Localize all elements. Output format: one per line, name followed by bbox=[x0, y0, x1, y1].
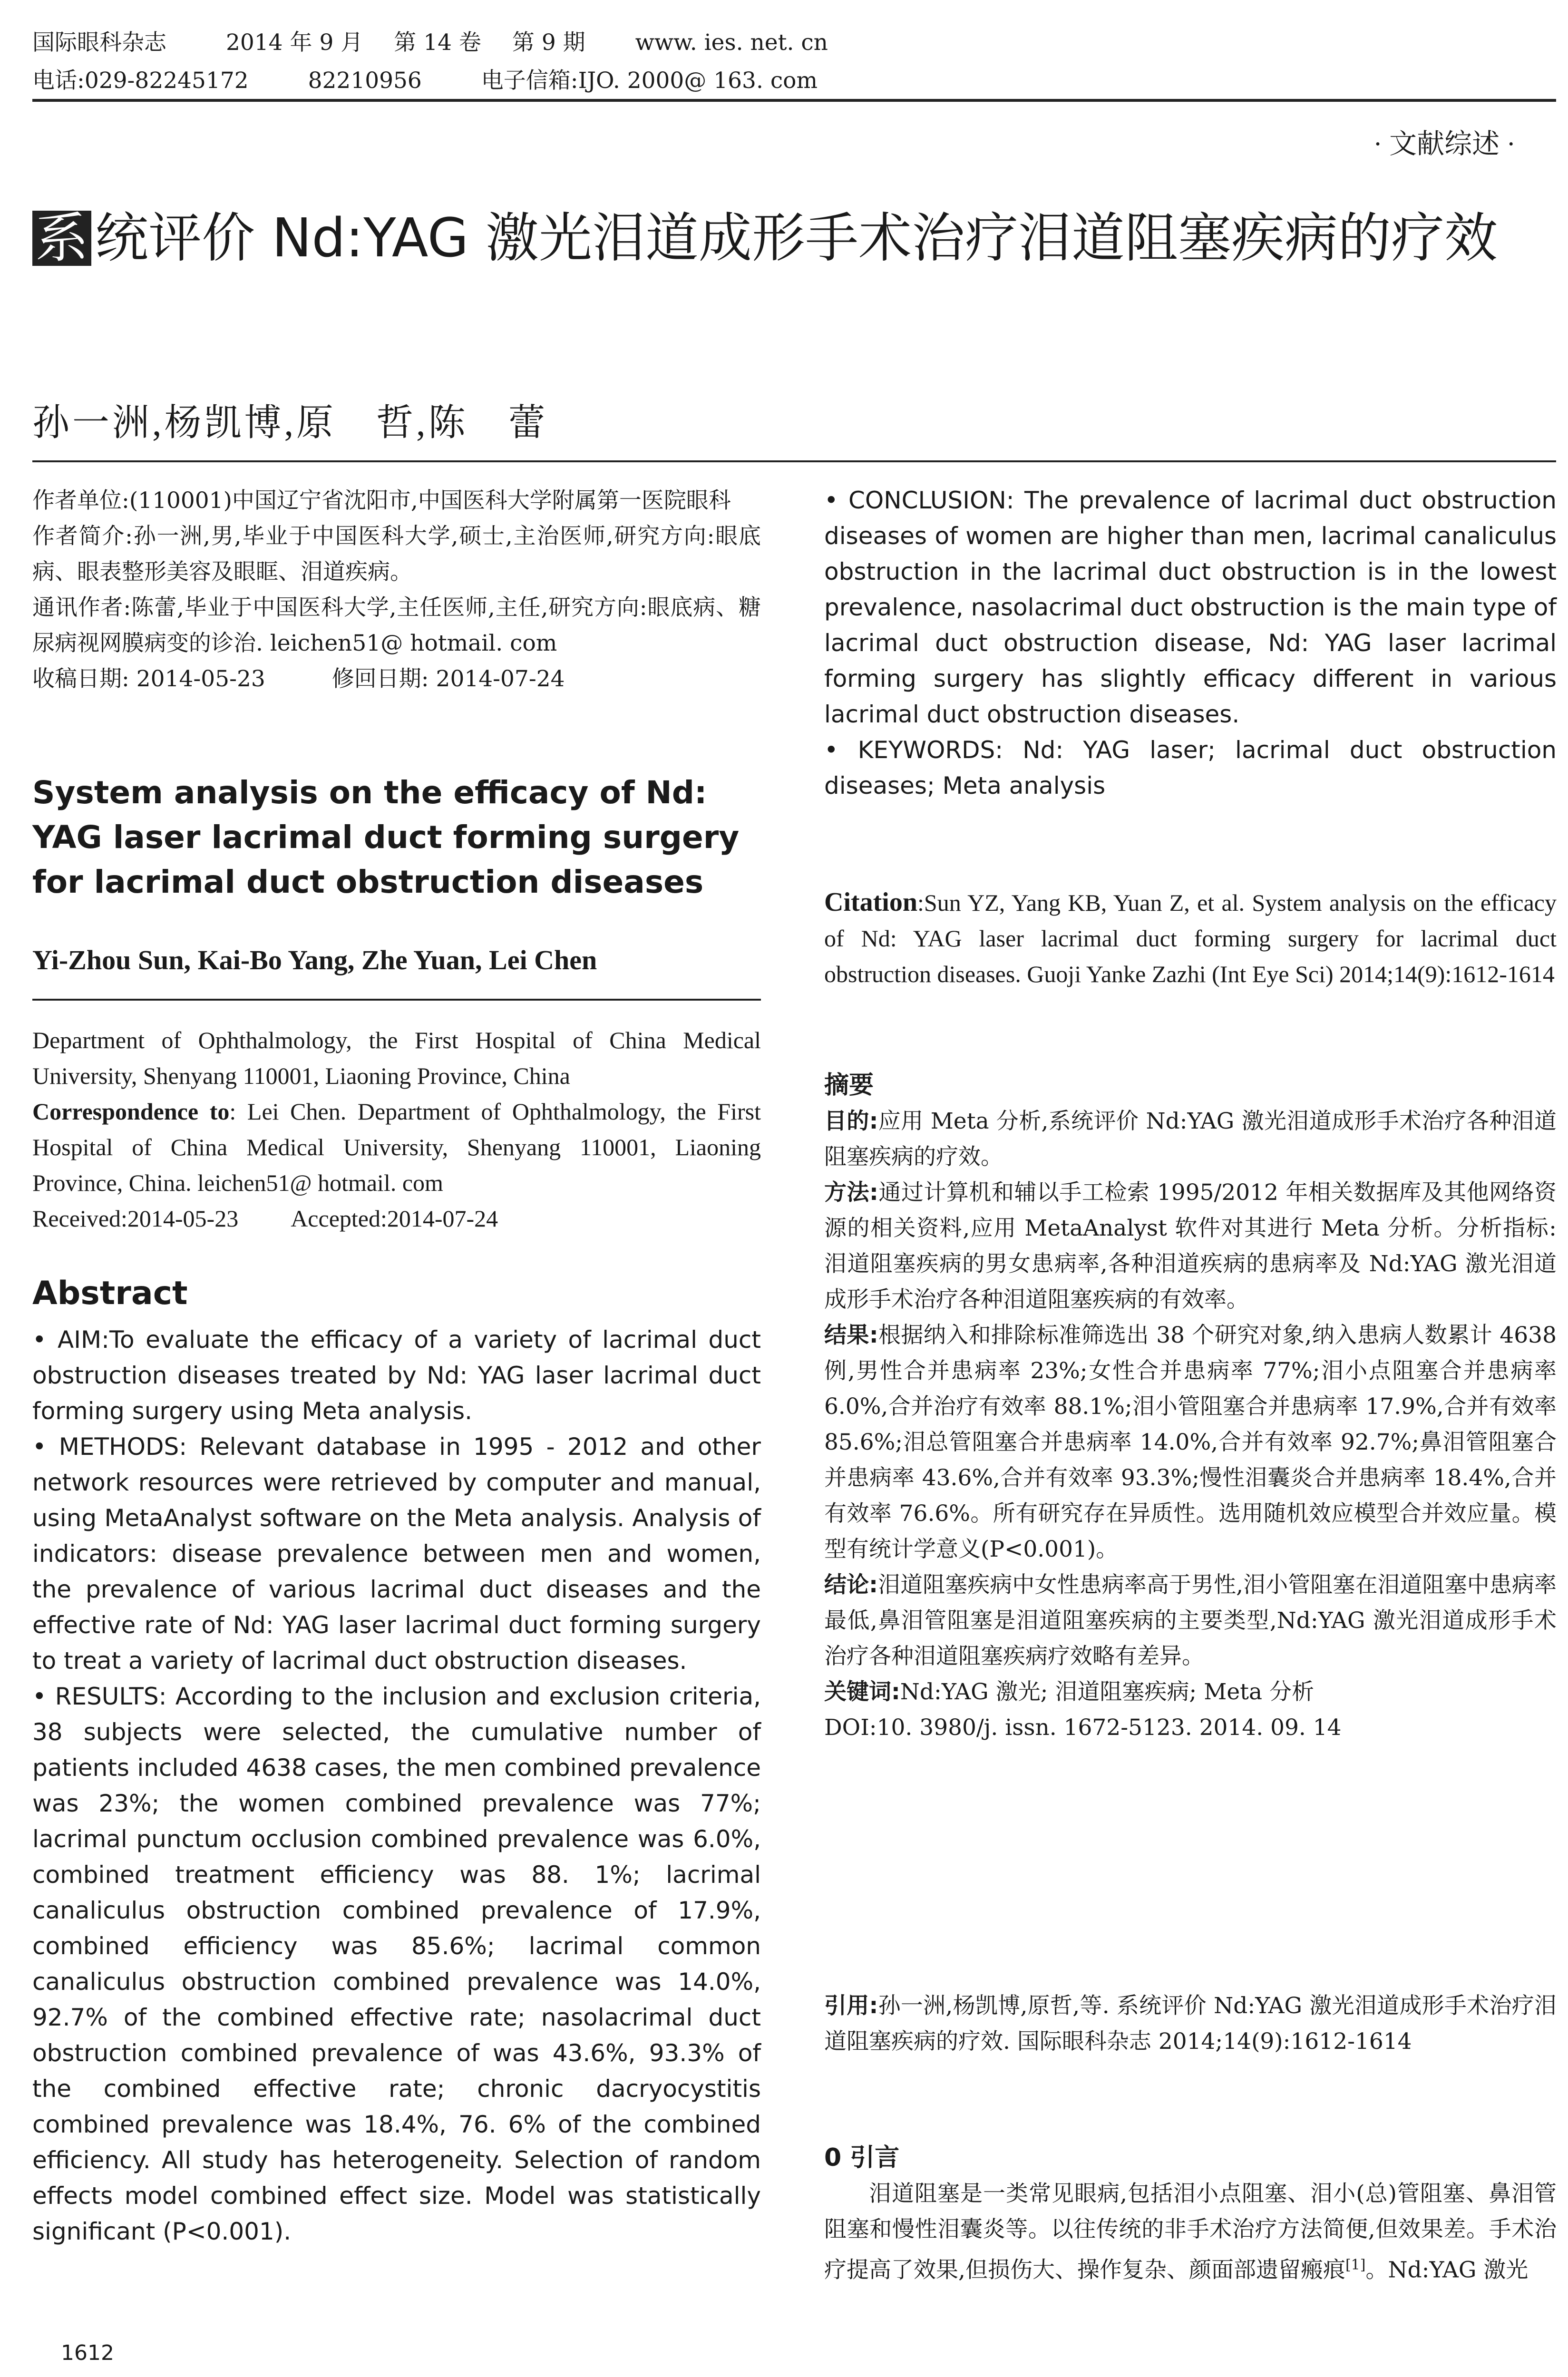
received-date: Received:2014-05-23 bbox=[32, 1205, 239, 1232]
abstract-keywords: • KEYWORDS: Nd: YAG laser; lacrimal duct obstruction diseases; Meta analysis bbox=[824, 736, 1557, 799]
citation-block bbox=[824, 885, 1557, 992]
article-title bbox=[32, 205, 1545, 272]
abstract-methods: • METHODS: Relevant database in 1995 - 2012 and other network resources were retrieved by computer and manual, using MetaAnalyst software on the Meta analysis. Analysis of indicators: disease prevalence between men and women, the prevalence of various lacrimal duct diseases and the effective rate of Nd: YAG laser lacrimal duct forming surgery to treat a variety of lacrimal duct obstruction diseases. bbox=[32, 1433, 761, 1675]
title-rule bbox=[32, 460, 1556, 462]
correspondence bbox=[32, 1094, 761, 1201]
correspondence-label: Correspondence to bbox=[32, 1098, 230, 1125]
abstract-aim: • AIM:To evaluate the efficacy of a variety of lacrimal duct obstruction diseases treated by Nd: YAG laser lacrimal duct forming surgery using Meta analysis. bbox=[32, 1326, 761, 1425]
abstract-cn-heading: 摘要 bbox=[824, 1071, 874, 1100]
keywords-cn: Nd:YAG 激光; 泪道阻塞疾病; Meta 分析 bbox=[900, 1679, 1314, 1705]
citation-text: :Sun YZ, Yang KB, Yuan Z, et al. System analysis on the efficacy of Nd: YAG laser lacrimal duct forming surgery for lacrimal duct obstruction diseases. Guoji Yanke Zazhi (Int Eye Sci) 2014;14(9):1612-1614 bbox=[824, 889, 1557, 987]
english-affiliation-block bbox=[32, 1023, 761, 1237]
title-text: 统评价 Nd:YAG 激光泪道成形手术治疗泪道阻塞疾病的疗效 bbox=[95, 207, 1498, 269]
results-cn-label: 结果: bbox=[824, 1322, 878, 1348]
issue-date: 2014 年 9 月 bbox=[225, 29, 363, 56]
title-drop-char: 系 bbox=[32, 211, 91, 266]
phone2: 82210956 bbox=[308, 68, 422, 94]
journal-name: 国际眼科杂志 bbox=[32, 29, 166, 56]
methods-cn: 通过计算机和辅以手工检索 1995/2012 年相关数据库及其他网络资源的相关资料,应用 MetaAnalyst 软件对其进行 Meta 分析。分析指标:泪道阻塞疾病的男女患病率,各种泪道疾病的患病率及 Nd:YAG 激光泪道成形手术治疗各种泪道阻塞疾病的有效率。 bbox=[824, 1179, 1557, 1313]
dates-cn bbox=[32, 661, 761, 697]
affiliation-cn-block bbox=[32, 483, 761, 697]
website: www. ies. net. cn bbox=[635, 29, 828, 56]
english-title: System analysis on the efficacy of Nd: YAG laser lacrimal duct forming surgery for lacrimal duct obstruction diseases bbox=[32, 774, 740, 900]
correspondence-text: : Lei Chen. Department of Ophthalmology, the First Hospital of China Medical University, Shenyang 110001, Liaoning Province, China. leichen51@ hotmail. com bbox=[32, 1098, 761, 1196]
abstract-continued bbox=[824, 483, 1557, 804]
phone: 电话:029-82245172 bbox=[32, 68, 249, 94]
corresponding-author: 通讯作者:陈蕾,毕业于中国医科大学,主任医师,主任,研究方向:眼底病、糖尿病视网膜病变的诊治. leichen51@ hotmail. com bbox=[32, 594, 761, 656]
english-affiliation: Department of Ophthalmology, the First Hospital of China Medical University, Shenyang 110001, Liaoning Province, China bbox=[32, 1027, 761, 1089]
keywords-cn-label: 关键词: bbox=[824, 1679, 900, 1705]
english-authors: Yi-Zhou Sun, Kai-Bo Yang, Zhe Yuan, Lei Chen bbox=[32, 945, 597, 975]
citation-cn-block bbox=[824, 1988, 1557, 2059]
english-dates bbox=[32, 1201, 761, 1237]
citation-label: Citation bbox=[824, 887, 917, 917]
author-bio: 作者简介:孙一洲,男,毕业于中国医科大学,硕士,主治医师,研究方向:眼底病、眼表整形美容及眼眶、泪道疾病。 bbox=[32, 523, 761, 585]
revised-date-cn: 修回日期: 2014-07-24 bbox=[331, 666, 565, 692]
accepted-date: Accepted:2014-07-24 bbox=[291, 1205, 498, 1232]
conclusion-cn-label: 结论: bbox=[824, 1572, 878, 1598]
results-cn: 根据纳入和排除标准筛选出 38 个研究对象,纳入患病人数累计 4638 例,男性合并患病率 23%;女性合并患病率 77%;泪小点阻塞合并患病率 6.0%,合并治疗有效率 88.1%;泪小管阻塞合并患病率 17.9%,合并有效率 85.6%;泪总管阻塞合并患病率 14.0%,合并有效率 92.7%;鼻泪管阻塞合并患病率 43.6%,合并有效率 93.3%;慢性泪囊炎合并患病率 18.4%,合并有效率 76.6%。所有研究存在异质性。选用随机效应模型合并效应量。模型有统计学意义(P<0.001)。 bbox=[824, 1322, 1557, 1562]
aim-cn-label: 目的: bbox=[824, 1108, 878, 1134]
intro-tail: 。Nd:YAG 激光 bbox=[1365, 2257, 1529, 2283]
email: 电子信箱:IJO. 2000@ 163. com bbox=[481, 68, 818, 94]
header-rule bbox=[32, 99, 1556, 102]
aim-cn: 应用 Meta 分析,系统评价 Nd:YAG 激光泪道成形手术治疗各种泪道阻塞疾病的疗效。 bbox=[824, 1108, 1557, 1170]
abstract-results: • RESULTS: According to the inclusion and exclusion criteria, 38 subjects were selected, the cumulative number of patients included 4638 cases, the men combined prevalence was 23%; the women combined prevalence was 77%; lacrimal punctum occlusion combined prevalence was 6.0%, combined treatment efficiency was 88. 1%; lacrimal canaliculus obstruction combined prevalence of 17.9%, combined efficiency was 85.6%; lacrimal common canaliculus obstruction combined prevalence was 14.0%, 92.7% of the combined effective rate; nasolacrimal duct obstruction combined prevalence of was 43.6%, 93.3% of the combined effective rate; chronic dacryocystitis combined prevalence was 18.4%, 76. 6% of the combined efficiency. All study has heterogeneity. Selection of random effects model combined effect size. Model was statistically significant (P<0.001). bbox=[32, 1683, 761, 2245]
volume: 第 14 卷 bbox=[394, 29, 481, 56]
introduction bbox=[824, 2140, 1557, 2288]
intro-ref: [1] bbox=[1345, 2257, 1366, 2273]
citation-cn-text: 孙一洲,杨凯博,原哲,等. 系统评价 Nd:YAG 激光泪道成形手术治疗泪道阻塞疾病的疗效. 国际眼科杂志 2014;14(9):1612-1614 bbox=[824, 1993, 1557, 2055]
issue-number: 第 9 期 bbox=[512, 29, 585, 56]
citation-cn-label: 引用: bbox=[824, 1993, 878, 2019]
methods-cn-label: 方法: bbox=[824, 1179, 878, 1206]
doi: DOI:10. 3980/j. issn. 1672-5123. 2014. 09. 14 bbox=[824, 1715, 1342, 1741]
conclusion-cn: 泪道阻塞疾病中女性患病率高于男性,泪小管阻塞在泪道阻塞中患病率最低,鼻泪管阻塞是泪道阻塞疾病的主要类型,Nd:YAG 激光泪道成形手术治疗各种泪道阻塞疾病疗效略有差异。 bbox=[824, 1572, 1557, 1669]
abstract-cn-block bbox=[824, 1068, 1557, 1745]
intro-heading: 0 引言 bbox=[824, 2143, 900, 2172]
page-number: 1612 bbox=[61, 2341, 114, 2365]
journal-header-line1 bbox=[32, 25, 828, 57]
affiliation-unit: 作者单位:(110001)中国辽宁省沈阳市,中国医科大学附属第一医院眼科 bbox=[32, 487, 731, 514]
authors-cn: 孙一洲,杨凯博,原 哲,陈 蕾 bbox=[32, 402, 548, 443]
abstract-conclusion: • CONCLUSION: The prevalence of lacrimal duct obstruction diseases of women are higher than men, lacrimal canaliculus obstruction in the lacrimal duct obstruction is in the lowest prevalence, nasolacrimal duct obstruction is the main type of lacrimal duct obstruction disease, Nd: YAG laser lacrimal forming surgery has slightly efficacy different in various lacrimal duct obstruction diseases. bbox=[824, 487, 1557, 728]
intro-text: 泪道阻塞是一类常见眼病,包括泪小点阻塞、泪小(总)管阻塞、鼻泪管阻塞和慢性泪囊炎等。以往传统的非手术治疗方法简便,但效果差。手术治疗提高了效果,但损伤大、操作复杂、颜面部遗留瘢痕 bbox=[824, 2181, 1557, 2283]
journal-header-line2 bbox=[32, 63, 818, 95]
authors-rule bbox=[32, 999, 761, 1001]
abstract-body bbox=[32, 1322, 761, 2250]
abstract-heading: Abstract bbox=[32, 1275, 188, 1312]
section-tag: · 文献综述 · bbox=[1373, 128, 1516, 159]
received-date-cn: 收稿日期: 2014-05-23 bbox=[32, 666, 265, 692]
